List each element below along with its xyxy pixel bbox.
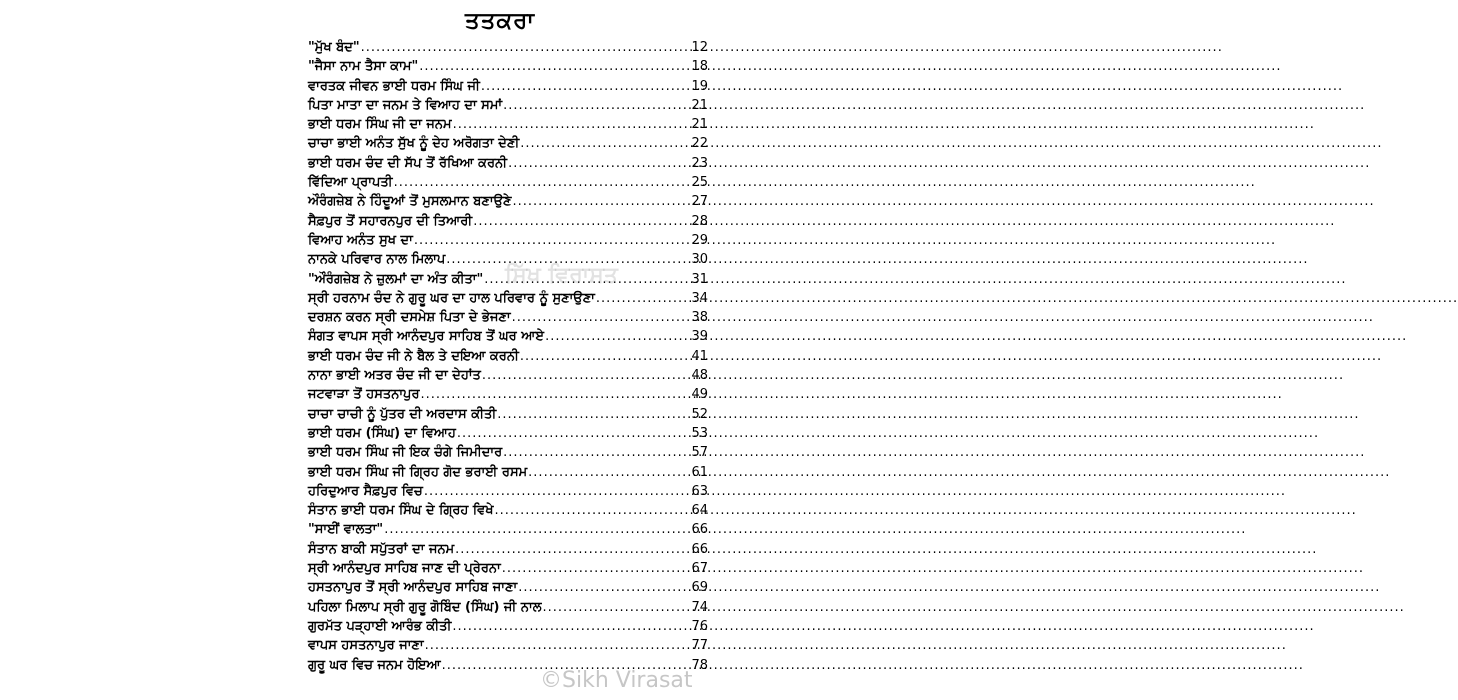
toc-entry-title: ਸ੍ਰੀ ਹਰਨਾਮ ਚੰਦ ਨੇ ਗੁਰੂ ਘਰ ਦਾ ਹਾਲ ਪਰਿਵਾਰ ਨੂੰ ਸੁਣਾਉਣਾ xyxy=(308,290,595,306)
toc-entry xyxy=(308,77,708,96)
dot-leader xyxy=(455,540,690,559)
watermark: ©Sikh Virasat xyxy=(540,668,693,693)
dot-leader xyxy=(394,173,691,192)
toc-entry-page-number: 57 xyxy=(691,445,708,461)
toc-entry-title: ਭਾਈ ਧਰਮ ਸਿੰਘ ਜੀ ਇਕ ਚੰਗੇ ਜਿਮੀਦਾਰ xyxy=(308,445,503,461)
toc-entry-page-number: 21 xyxy=(691,97,708,113)
toc-entry xyxy=(308,270,708,289)
toc-entry xyxy=(308,231,708,250)
dot-leader xyxy=(484,270,690,289)
toc-entry-title: ਸੰਗਤ ਵਾਪਸ ਸ੍ਰੀ ਆਨੰਦਪੁਰ ਸਾਹਿਬ ਤੋਂ ਘਰ ਆਏ xyxy=(308,329,545,345)
toc-entry-title: ਨਾਨਕੇ ਪਰਿਵਾਰ ਨਾਲ ਮਿਲਾਪ xyxy=(308,252,446,268)
toc-entry xyxy=(308,366,708,385)
dot-leader xyxy=(453,115,691,134)
dot-leader xyxy=(512,308,691,327)
toc-entry-title: ਭਾਈ ਧਰਮ ਚੰਦ ਦੀ ਸੱਪ ਤੋਂ ਰੱਖਿਆ ਕਰਨੀ xyxy=(308,155,508,171)
toc-entry-page-number: 48 xyxy=(691,368,708,384)
toc-entry-page-number: 29 xyxy=(691,232,708,248)
toc-entry-page-number: 53 xyxy=(691,425,708,441)
dot-leader xyxy=(503,443,690,462)
toc-entry xyxy=(308,501,708,520)
dot-leader xyxy=(419,57,690,76)
page-title: ਤਤਕਰਾ xyxy=(465,8,535,34)
dot-leader xyxy=(482,366,691,385)
toc-entry-page-number: 19 xyxy=(691,78,708,94)
toc-entry-page-number: 67 xyxy=(691,561,708,577)
dot-leader xyxy=(414,231,691,250)
toc-entry-title: ਗੁਰਮੱਤ ਪੜ੍ਹਾਈ ਆਰੰਭ ਕੀਤੀ xyxy=(308,618,452,634)
toc-entry-page-number: 49 xyxy=(691,387,708,403)
dot-leader xyxy=(421,385,691,404)
toc-entry-page-number: 77 xyxy=(691,638,708,654)
dot-leader xyxy=(503,96,690,115)
toc-entry-title: ਵਿੱਦਿਆ ਪ੍ਰਾਪਤੀ xyxy=(308,175,393,191)
toc-entry-title: ਭਾਈ ਧਰਮ ਚੰਦ ਜੀ ਨੇ ਬੈਲ ਤੇ ਦਇਆ ਕਰਨੀ xyxy=(308,348,519,364)
toc-entry xyxy=(308,134,708,153)
toc-entry-page-number: 12 xyxy=(691,40,708,55)
toc-entry xyxy=(308,289,708,308)
dot-leader xyxy=(446,250,690,269)
toc-entry-title: ਦਰਸ਼ਨ ਕਰਨ ਸ੍ਰੀ ਦਸਮੇਸ਼ ਪਿਤਾ ਦੇ ਭੇਜਣਾ xyxy=(308,310,511,326)
dot-leader xyxy=(545,327,690,346)
dot-leader xyxy=(508,154,690,173)
toc-entry-title: ਵਾਰਤਕ ਜੀਵਨ ਭਾਈ ਧਰਮ ਸਿੰਘ ਜੀ xyxy=(308,78,480,94)
toc-entry-title: ਚਾਚਾ ਭਾਈ ਅਨੰਤ ਸੁੱਖ ਨੂੰ ਦੇਹ ਅਰੋਗਤਾ ਦੇਣੀ xyxy=(308,136,520,152)
dot-leader xyxy=(361,38,691,57)
toc-entry-title: ਸੈਫ਼ਪੁਰ ਤੋਂ ਸਹਾਰਨਪੁਰ ਦੀ ਤਿਆਰੀ xyxy=(308,213,473,229)
toc-entry-page-number: 52 xyxy=(691,406,708,422)
dot-leader xyxy=(481,77,691,96)
toc-entry-page-number: 69 xyxy=(691,580,708,596)
toc-entry xyxy=(308,598,708,617)
toc-entry-title: ਪਿਤਾ ਮਾਤਾ ਦਾ ਜਨਮ ਤੇ ਵਿਆਹ ਦਾ ਸਮਾਂ xyxy=(308,97,503,113)
toc-entry-title: ਗੁਰੂ ਘਰ ਵਿਚ ਜਨਮ ਹੋਇਆ xyxy=(308,657,441,673)
toc-entry-title: ਭਾਈ ਧਰਮ ਸਿੰਘ ਜੀ ਦਾ ਜਨਮ xyxy=(308,117,452,133)
toc-entry-page-number: 39 xyxy=(691,329,708,345)
toc-entry-page-number: 31 xyxy=(691,271,708,287)
toc-entry-page-number: 30 xyxy=(691,252,708,268)
dot-leader xyxy=(452,617,690,636)
toc-entry-page-number: 66 xyxy=(691,522,708,538)
toc-entry xyxy=(308,540,708,559)
toc-entry-page-number: 22 xyxy=(691,136,708,152)
toc-entry xyxy=(308,424,708,443)
toc-entry xyxy=(308,463,708,482)
toc-entry xyxy=(308,559,708,578)
dot-leader xyxy=(502,559,691,578)
toc-entry xyxy=(308,347,708,366)
toc-entry-title: ਨਾਨਾ ਭਾਈ ਅਤਰ ਚੰਦ ਜੀ ਦਾ ਦੇਹਾਂਤ xyxy=(308,368,481,384)
toc-entry-title: ਵਿਆਹ ਅਨੰਤ ਸੁਖ ਦਾ xyxy=(308,232,413,248)
toc-entry xyxy=(308,636,708,655)
toc-entry xyxy=(308,38,708,57)
toc-entry-page-number: 28 xyxy=(691,213,708,229)
toc-entry-page-number: 66 xyxy=(691,541,708,557)
dot-leader xyxy=(596,289,691,308)
dot-leader xyxy=(528,463,690,482)
dot-leader xyxy=(457,424,691,443)
dot-leader xyxy=(543,598,691,617)
toc-entry-page-number: 34 xyxy=(691,290,708,306)
watermark-center: ਸਿੱਖ ਵਿਰਾਸਤ xyxy=(505,263,618,288)
dot-leader xyxy=(520,347,691,366)
toc-entry xyxy=(308,250,708,269)
toc-entry xyxy=(308,405,708,424)
toc-entry-title: ਜਟਵਾੜਾ ਤੋਂ ਹਸਤਨਾਪੁਰ xyxy=(308,387,420,403)
toc-entry xyxy=(308,617,708,636)
toc-entry-title: ਔਰੰਗਜ਼ੇਬ ਨੇ ਹਿੰਦੂਆਂ ਤੋਂ ਮੁਸਲਮਾਨ ਬਣਾਉਣੇ xyxy=(308,194,512,210)
toc-entry xyxy=(308,96,708,115)
dot-leader xyxy=(495,501,691,520)
toc-entry-title: ਹਸਤਨਾਪੁਰ ਤੋਂ ਸ੍ਰੀ ਆਨੰਦਪੁਰ ਸਾਹਿਬ ਜਾਣਾ xyxy=(308,580,518,596)
toc-entry-title: "ਜੈਸਾ ਨਾਮ ਤੈਸਾ ਕਾਮ" xyxy=(308,59,419,75)
toc-entry-title: ਸ੍ਰੀ ਆਨੰਦਪੁਰ ਸਾਹਿਬ ਜਾਣ ਦੀ ਪ੍ਰੇਰਨਾ xyxy=(308,561,501,577)
dot-leader xyxy=(384,520,690,539)
toc-entry-page-number: 61 xyxy=(691,464,708,480)
dot-leader xyxy=(518,578,690,597)
toc-entry-page-number: 18 xyxy=(691,59,708,75)
table-of-contents xyxy=(308,38,708,675)
toc-entry-page-number: 74 xyxy=(691,599,708,615)
toc-entry xyxy=(308,327,708,346)
toc-entry-title: ਚਾਚਾ ਚਾਚੀ ਨੂੰ ਪੁੱਤਰ ਦੀ ਅਰਦਾਸ ਕੀਤੀ xyxy=(308,406,497,422)
toc-entry-page-number: 41 xyxy=(691,348,708,364)
toc-entry-title: ਭਾਈ ਧਰਮ (ਸਿੰਘ) ਦਾ ਵਿਆਹ xyxy=(308,425,456,441)
toc-entry xyxy=(308,385,708,404)
toc-entry xyxy=(308,443,708,462)
toc-entry-page-number: 78 xyxy=(691,657,708,673)
dot-leader xyxy=(512,192,690,211)
toc-entry xyxy=(308,192,708,211)
toc-entry xyxy=(308,173,708,192)
toc-entry-title: ਸੰਤਾਨ ਬਾਕੀ ਸਪੁੱਤਰਾਂ ਦਾ ਜਨਮ xyxy=(308,541,455,557)
dot-leader xyxy=(425,636,691,655)
toc-entry xyxy=(308,212,708,231)
toc-entry-page-number: 27 xyxy=(691,194,708,210)
toc-entry xyxy=(308,578,708,597)
dot-leader xyxy=(424,482,691,501)
toc-entry-title: ਭਾਈ ਧਰਮ ਸਿੰਘ ਜੀ ਗ੍ਰਿਹ ਗੋਦ ਭਰਾਈ ਰਸਮ xyxy=(308,464,528,480)
toc-entry-title: "ਸਾਈਂ ਵਾਲਤਾ" xyxy=(308,522,384,538)
toc-entry xyxy=(308,520,708,539)
toc-entry-page-number: 38 xyxy=(691,310,708,326)
toc-entry xyxy=(308,115,708,134)
toc-entry-page-number: 76 xyxy=(691,618,708,634)
toc-entry-page-number: 63 xyxy=(691,483,708,499)
dot-leader xyxy=(520,134,690,153)
toc-entry-title: ਪਹਿਲਾ ਮਿਲਾਪ ਸ੍ਰੀ ਗੁਰੂ ਗੋਬਿੰਦ (ਸਿੰਘ) ਜੀ ਨਾਲ xyxy=(308,599,542,615)
toc-entry-page-number: 25 xyxy=(691,175,708,191)
toc-entry-title: ਸੰਤਾਨ ਭਾਈ ਧਰਮ ਸਿੰਘ ਦੇ ਗ੍ਰਿਹ ਵਿਖੇ xyxy=(308,503,494,519)
dot-leader xyxy=(473,212,690,231)
toc-entry xyxy=(308,57,708,76)
toc-entry-title: "ਔਰੰਗਜ਼ੇਬ ਨੇ ਜ਼ੁਲਮਾਂ ਦਾ ਅੰਤ ਕੀਤਾ" xyxy=(308,271,484,287)
toc-entry-page-number: 23 xyxy=(691,155,708,171)
toc-entry xyxy=(308,154,708,173)
toc-entry xyxy=(308,482,708,501)
dot-leader xyxy=(497,405,690,424)
toc-entry-title: ਵਾਪਸ ਹਸਤਨਾਪੁਰ ਜਾਣਾ xyxy=(308,638,424,654)
toc-entry-page-number: 64 xyxy=(691,503,708,519)
toc-entry-title: "ਮੁੱਖ ਬੰਦ" xyxy=(308,40,360,55)
toc-entry-page-number: 21 xyxy=(691,117,708,133)
toc-entry-title: ਹਰਿਦੁਆਰ ਸੈਫ਼ਪੁਰ ਵਿਚ xyxy=(308,483,423,499)
toc-entry xyxy=(308,308,708,327)
